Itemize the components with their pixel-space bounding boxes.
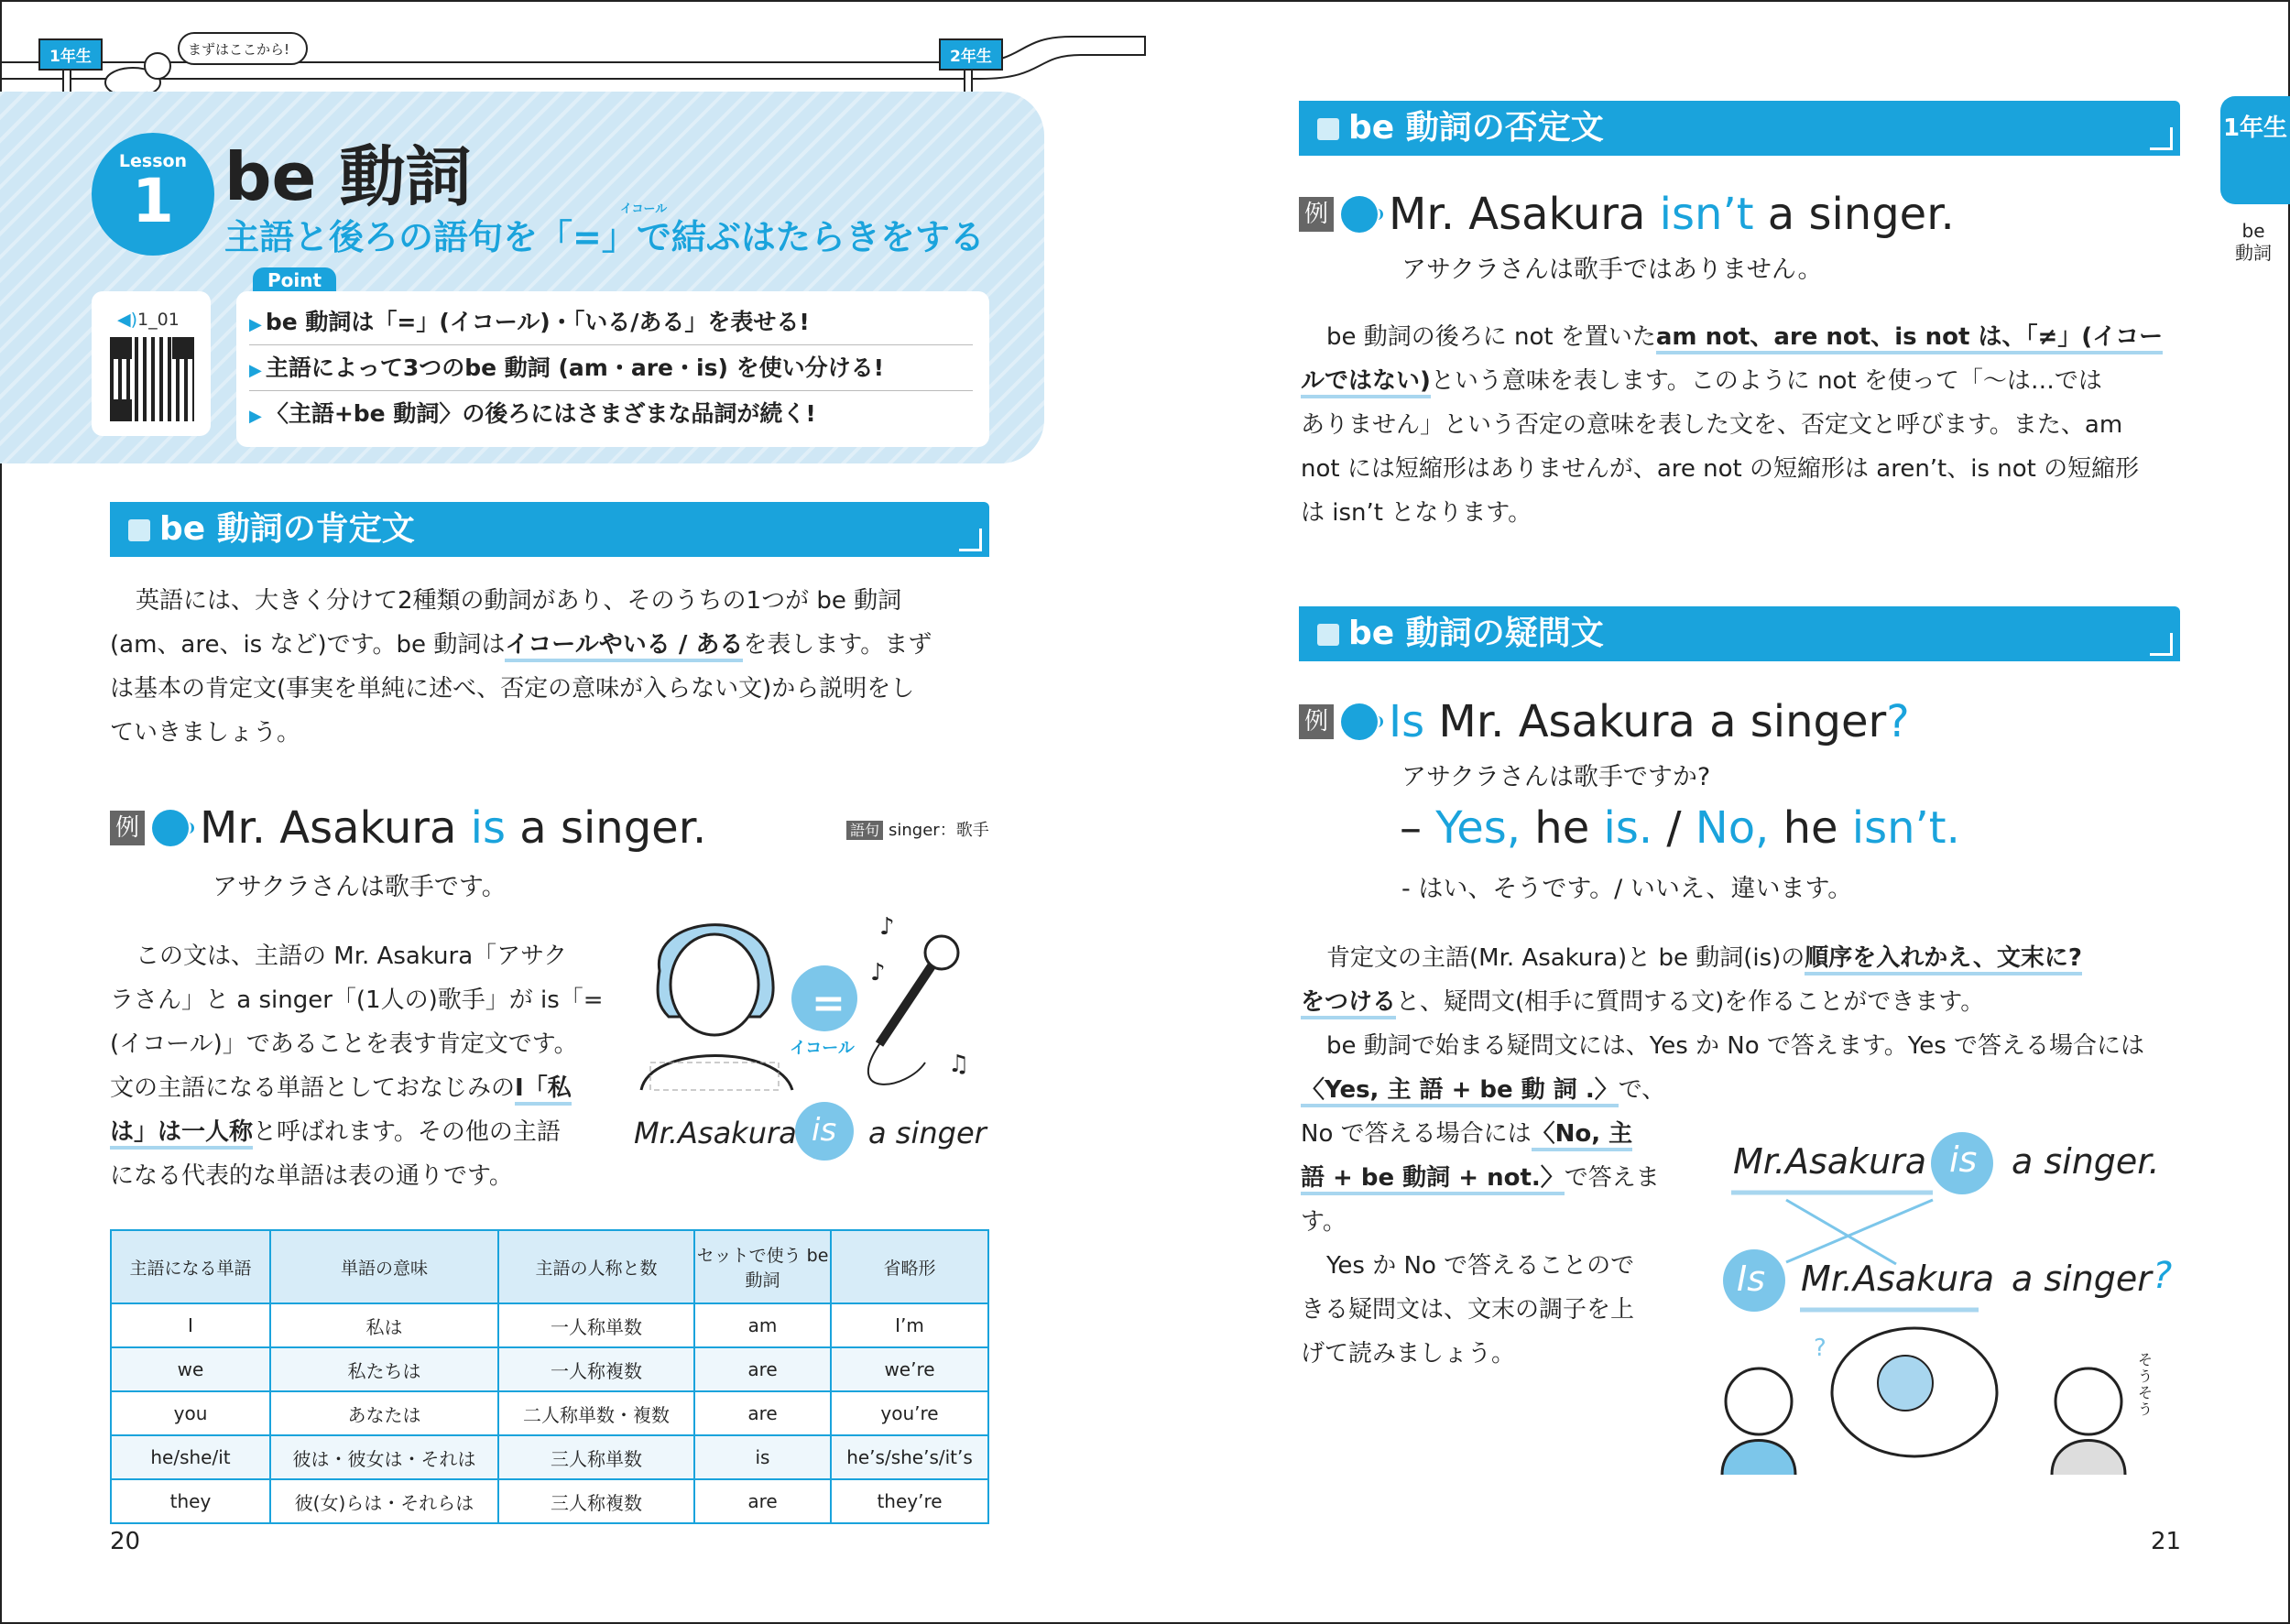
illus-subject: Mr.Asakura [1801, 1259, 1995, 1299]
example-translation: アサクラさんは歌手です。 [213, 873, 507, 901]
q-translation: アサクラさんは歌手ですか? [1401, 763, 1711, 791]
table-header: セットで使う be 動詞 [694, 1230, 831, 1303]
illus-qmark: ? [2153, 1255, 2173, 1297]
corner-icon [959, 529, 982, 551]
illus-subject: Mr.Asakura [634, 1116, 797, 1150]
table-row: we 私たちは 一人称複数 are we’re [111, 1347, 988, 1391]
girl-icon [1722, 1368, 1795, 1475]
boy-icon [2052, 1368, 2125, 1475]
triangle-icon: ▶ [249, 361, 262, 380]
audio-card[interactable] [92, 291, 211, 436]
lesson-number: 1 [132, 166, 174, 236]
thought-bubble [1832, 1328, 1997, 1456]
square-icon [128, 519, 150, 541]
rei-badge: 例 [110, 811, 145, 845]
illus-verb: Is [1737, 1259, 1766, 1299]
table-row: he/she/it 彼は・彼女は・それは 三人称単数 is he’s/she’s/it’s [111, 1435, 988, 1479]
table-row: they 彼(女)らは・それらは 三人称複数 are they’re [111, 1479, 988, 1523]
table-header: 主語になる単語 [111, 1230, 270, 1303]
table-header: 主語の人称と数 [498, 1230, 694, 1303]
question-icon: ? [1814, 1335, 1827, 1362]
corner-icon [2150, 633, 2173, 656]
page-number-right: 21 [2151, 1528, 2182, 1555]
answer-translation: - はい、そうです。/ いいえ、違います。 [1401, 875, 1853, 903]
table-row: I 私は 一人称単数 am I’m [111, 1303, 988, 1347]
audio-speaker-icon[interactable] [1341, 703, 1378, 740]
equal-sign: = [812, 980, 845, 1027]
illus-verb: is [1949, 1139, 1978, 1180]
q-paragraph-narrow: No で答える場合には〈No, 主 語 + be 動詞 + not.〉で答えま す。 Yes か No で答えることので きる疑問文は、文末の調子を上 げて読みましょう。 [1301, 1120, 1660, 1368]
triangle-icon: ▶ [249, 315, 262, 334]
point-item: ▶ 〈主語+be 動詞〉の後ろにはさまざまな品詞が続く! [249, 400, 816, 427]
section-negative: be 動詞の否定文 [1299, 101, 2180, 156]
gloss: 語句 singer：歌手 [846, 817, 989, 841]
illus-object: a singer [2012, 1259, 2152, 1299]
table-header-row [111, 1230, 988, 1303]
table-header: 省略形 [831, 1230, 988, 1303]
rei-badge: 例 [1299, 704, 1334, 739]
example-affirmative: 例 Mr. Asakura is a singer. [110, 802, 706, 854]
illus-object: a singer [868, 1116, 987, 1150]
answer-line: – Yes, he is. / No, he isn’t. [1400, 802, 1960, 854]
neg-translation: アサクラさんは歌手ではありません。 [1401, 256, 1823, 284]
point-item: ▶ be 動詞は「=」(イコール)・「いる/ある」を表せる! [249, 300, 973, 345]
qr-code[interactable] [110, 337, 194, 421]
sou-text: そう そう [2138, 1351, 2154, 1418]
lesson-badge [92, 133, 214, 256]
title-ruby: イコール [620, 202, 668, 216]
illus-object: a singer. [2012, 1141, 2160, 1182]
page-subtitle: 主語と後ろの語句を「=」で結ぶはたらきをする [224, 217, 985, 257]
audio-track[interactable]: ◀)1_01 [117, 310, 180, 330]
grade-tab[interactable]: 1年生 [2220, 96, 2290, 204]
table-row: you あなたは 二人称単数・複数 are you’re [111, 1391, 988, 1435]
subject-table [110, 1229, 989, 1524]
sign-grade2: 2年生 [939, 38, 1003, 71]
side-label: be動詞 [2235, 220, 2272, 264]
triangle-icon: ▶ [249, 407, 262, 426]
point-item: ▶ 主語によって3つのbe 動詞 (am・are・is) を使い分ける! [249, 346, 973, 391]
corner-icon [2150, 127, 2173, 150]
lesson-label: Lesson [118, 151, 188, 171]
note-icon: ♫ [948, 1051, 970, 1078]
page-title: be 動詞 [224, 138, 472, 215]
page-number-left: 20 [110, 1528, 141, 1555]
illus-subject: Mr.Asakura [1733, 1141, 1927, 1182]
table-header: 単語の意味 [270, 1230, 498, 1303]
audio-speaker-icon[interactable] [1341, 196, 1378, 233]
audio-speaker-icon[interactable] [152, 810, 189, 846]
rei-badge: 例 [1299, 197, 1334, 232]
illus-verb: is [812, 1112, 837, 1149]
bubble-text: まずはここから! [188, 41, 290, 58]
example-negative: 例 Mr. Asakura isn’t a singer. [1299, 189, 1955, 240]
section-question: be 動詞の疑問文 [1299, 606, 2180, 661]
note-icon: ♪ [879, 913, 895, 941]
square-icon [1317, 118, 1339, 140]
neg-paragraph: be 動詞の後ろに not を置いたam not、are not、is not は、「≠」(イコー ルではない)という意味を表します。このように not を使って「～は…では ありません」という否定の意味を表した文を、否定文と呼びます。また、am not には短縮形はありませんが、are not の短縮形は aren’t、is not の短縮形 は isn’t となります。 [1301, 323, 2164, 527]
square-icon [1317, 624, 1339, 646]
man-icon [641, 925, 792, 1090]
q-paragraph-full: 肯定文の主語(Mr. Asakura)と be 動詞(is)の順序を入れかえ、文末に? をつけると、疑問文(相手に質問する文)を作ることができます。 be 動詞で始まる疑問文には、Yes か No で答えます。Yes で答える場合には 〈Yes, 主 語 + be 動 詞 .〉で、 [1301, 936, 2189, 1112]
sign-grade1: 1年生 [38, 38, 103, 71]
explain-paragraph: この文は、主語の Mr. Asakura「アサク ラさん」と a singer「(1人の)歌手」が is「= (イコール)」であることを表す肯定文です。 文の主語になる単語としておなじみのI「私 は」は一人称と呼ばれます。その他の主語 になる代表的な単語は表の通りです。 [110, 943, 604, 1190]
section-affirmative: be 動詞の肯定文 [110, 502, 989, 557]
equal-label: イコール [790, 1039, 855, 1058]
note-icon: ♪ [870, 959, 886, 986]
point-tag: Point [253, 267, 336, 293]
intro-paragraph: 英語には、大きく分けて2種類の動詞があり、そのうちの1つが be 動詞 (am、are、is など)です。be 動詞はイコールやいる / あるを表します。まず は基本の肯定文(事実を単純に述べ、否定の意味が入らない文)から説明をし ていきましょう。 [110, 587, 932, 747]
speaker-icon: ◀) [117, 310, 138, 330]
example-question: 例 Is Mr. Asakura a singer? [1299, 696, 1910, 747]
